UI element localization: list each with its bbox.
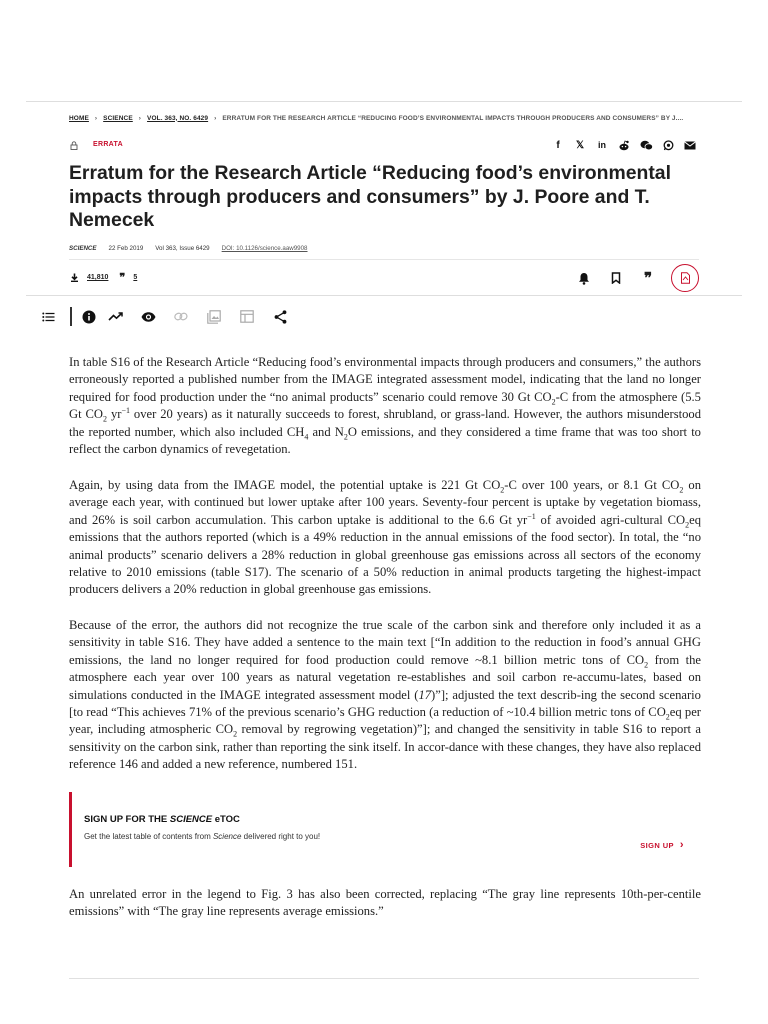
text-run: delivered right to you! xyxy=(241,832,321,841)
toolbar-divider xyxy=(26,295,742,296)
text-run: Again, by using data from the IMAGE model, the potential uptake is 221 Gt CO xyxy=(69,478,501,492)
article-metrics xyxy=(70,271,137,284)
text-run: of avoided agri-cultural CO xyxy=(535,512,686,527)
chevron-right-icon: › xyxy=(679,839,684,851)
reference-link[interactable]: 17 xyxy=(418,687,432,702)
breadcrumb-current: ERRATUM FOR THE RESEARCH ARTICLE “REDUCING FOOD’S ENVIRONMENTAL IMPACTS THROUGH PRODUCERS AND CONSUMERS” BY J.... xyxy=(222,114,684,122)
signup-button-label: SIGN UP xyxy=(640,840,674,850)
breadcrumb xyxy=(69,112,683,124)
breadcrumb-home[interactable]: HOME xyxy=(69,114,89,122)
breadcrumb-volume[interactable]: VOL. 363, NO. 6429 xyxy=(147,114,209,122)
download-count[interactable]: 41,810 xyxy=(87,274,109,281)
eye-icon[interactable] xyxy=(132,308,165,326)
text-run: -C over 100 years, or 8.1 Gt CO xyxy=(504,478,680,492)
body-paragraph-4 xyxy=(69,886,701,921)
volume-issue: Vol 363, Issue 6429 xyxy=(155,245,210,252)
text-run: eq emissions that the authors reported (which is a 49% reduction in the annual emissions of the food sector). In total, the “no animal products” scenario delivers a 28% reduction in global greenhouse gas emissions across all sectors of the economy relative to 2010 emissions (table S17). The scenario of a 50% reduction in animal products targeting the highest-impact producers delivers a 20% reduction in global greenhouse gas emissions. xyxy=(69,512,702,597)
bookmark-icon[interactable] xyxy=(607,269,625,287)
bottom-divider xyxy=(69,978,699,979)
etoc-signup-box xyxy=(69,792,704,867)
signup-button[interactable] xyxy=(640,839,684,851)
text-run: removal by regrowing vegetation)”]; and changed the sensitivity in table S16 to report a sensitivity on the carbon sink, rather than reporting the sink itself. In accor-dance with these changes, they have also replaced reference 146 and added a new reference, numbered 151. xyxy=(69,722,702,772)
text-run: Science xyxy=(212,832,242,841)
subscript: 2 xyxy=(685,520,690,530)
subscript: 4 xyxy=(304,432,309,442)
text-run: on average each year, with continued but lower uptake after 100 years. Seventy-four percent is uptake by vegetation biomass, and 26% is soil carbon accumulation. This carbon uptake is additional to the 6.6 Gt yr xyxy=(69,478,701,527)
text-run: eTOC xyxy=(212,814,240,825)
publication-date: 22 Feb 2019 xyxy=(108,245,144,252)
toolbar-active-marker xyxy=(70,307,72,326)
subscript: 2 xyxy=(665,712,670,722)
meta-divider xyxy=(69,259,699,260)
text-run: Because of the error, the authors did not recognize the true scale of the carbon sink and therefore only included it as a sensitivity in table S16. They have added a sentence to the main text [“In addition to the reduction in food’s annual GHG emissions, the land no longer required for food production could remove ~8.1 billion metric tons of CO xyxy=(69,618,701,667)
info-icon[interactable] xyxy=(79,308,99,326)
lock-icon xyxy=(70,141,78,150)
share-icon[interactable] xyxy=(264,308,297,326)
linkedin-icon[interactable]: in xyxy=(598,140,606,150)
whatsapp-icon[interactable] xyxy=(661,139,675,151)
subscript: 2 xyxy=(551,397,556,407)
subscript: 2 xyxy=(233,729,238,739)
signup-heading xyxy=(84,814,240,825)
body-paragraph-3 xyxy=(69,617,701,774)
superscript: −1 xyxy=(121,406,130,416)
citation-count[interactable]: 5 xyxy=(133,274,138,281)
breadcrumb-science[interactable]: SCIENCE xyxy=(103,114,133,122)
text-run: Get the latest table of contents from xyxy=(84,832,213,841)
chevron-right-icon: › xyxy=(138,114,142,122)
x-icon[interactable]: 𝕏 xyxy=(575,139,585,151)
pdf-icon[interactable] xyxy=(671,264,699,292)
body-paragraph-1 xyxy=(69,354,701,458)
wechat-icon[interactable] xyxy=(639,139,653,151)
quote-icon: ❞ xyxy=(119,272,126,284)
article-type-label: ERRATA xyxy=(93,141,123,148)
reddit-icon[interactable] xyxy=(617,139,631,151)
subscript: 2 xyxy=(679,485,684,495)
page-title: Erratum for the Research Article “Reducing food’s environmental impacts through producers and consumers” by J. Poore and T. Nemecek xyxy=(69,162,671,231)
share-bar xyxy=(551,139,697,151)
chevron-right-icon: › xyxy=(214,114,217,122)
article-meta xyxy=(69,245,308,252)
text-run: from the atmosphere each year over 100 years as natural vegetation re-establishes and soil carbon re-accumu-lates, based on simulations conducted in the IMAGE integrated assessment model ( xyxy=(69,652,701,702)
tables-icon[interactable] xyxy=(231,308,264,326)
link-icon[interactable] xyxy=(165,308,198,326)
superscript: −1 xyxy=(527,511,536,521)
article-actions xyxy=(575,264,699,292)
cite-quote-icon[interactable]: ❞ xyxy=(643,270,653,287)
text-run: eq per year, including atmospheric CO xyxy=(69,705,702,737)
article-toolbar xyxy=(40,307,297,326)
facebook-icon[interactable]: f xyxy=(556,139,560,151)
text-run: over 20 years) as it naturally succeeds to forest, shrubland, or grass-land. However, the authors misunderstood the reported number, which also included CH xyxy=(69,407,701,439)
body-paragraph-2 xyxy=(69,477,701,599)
bell-alert-icon[interactable] xyxy=(575,269,593,287)
subscript: 2 xyxy=(500,485,505,495)
signup-text xyxy=(84,832,320,841)
text-run: -C from the atmosphere (5.5 Gt CO xyxy=(69,389,701,422)
download-icon xyxy=(70,273,79,282)
email-icon[interactable] xyxy=(683,139,697,151)
subscript: 2 xyxy=(343,432,348,442)
text-run: SIGN UP FOR THE xyxy=(84,814,170,825)
top-divider xyxy=(26,101,742,102)
text-run: yr xyxy=(107,407,122,422)
text-run: An unrelated error in the legend to Fig. 3 has also been corrected, replacing “The gray line represents 10th-per-centile emissions” with “The gray line represents average emissions.” xyxy=(69,887,701,919)
text-run: )”]; adjusted the text describ-ing the second scenario [to read “This achieves 71% of the previous scenario’s GHG reduction (a reduction of ~10.4 billion metric tons of CO xyxy=(69,687,701,720)
subscript: 2 xyxy=(103,414,108,424)
text-run: In table S16 of the Research Article “Reducing food’s environmental impacts through producers and consumers,” the authors erroneously reported a published number from the IMAGE integrated assessment model, indicating that the land no longer required for food production under the “no animal products” scenario could remove 30 Gt CO xyxy=(69,355,701,404)
table-of-contents-icon[interactable] xyxy=(40,308,56,326)
metrics-trend-icon[interactable] xyxy=(99,308,132,326)
journal-name: SCIENCE xyxy=(69,245,97,252)
doi-link[interactable]: DOI: 10.1126/science.aaw9908 xyxy=(221,245,308,252)
text-run: SCIENCE xyxy=(169,814,213,825)
text-run: O emissions, and they considered a time frame that was too short to reflect the carbon dynamics of revegetation. xyxy=(69,424,701,457)
text-run: and N xyxy=(308,424,344,439)
figures-icon[interactable] xyxy=(198,308,231,326)
subscript: 2 xyxy=(644,660,649,670)
chevron-right-icon: › xyxy=(94,114,98,122)
